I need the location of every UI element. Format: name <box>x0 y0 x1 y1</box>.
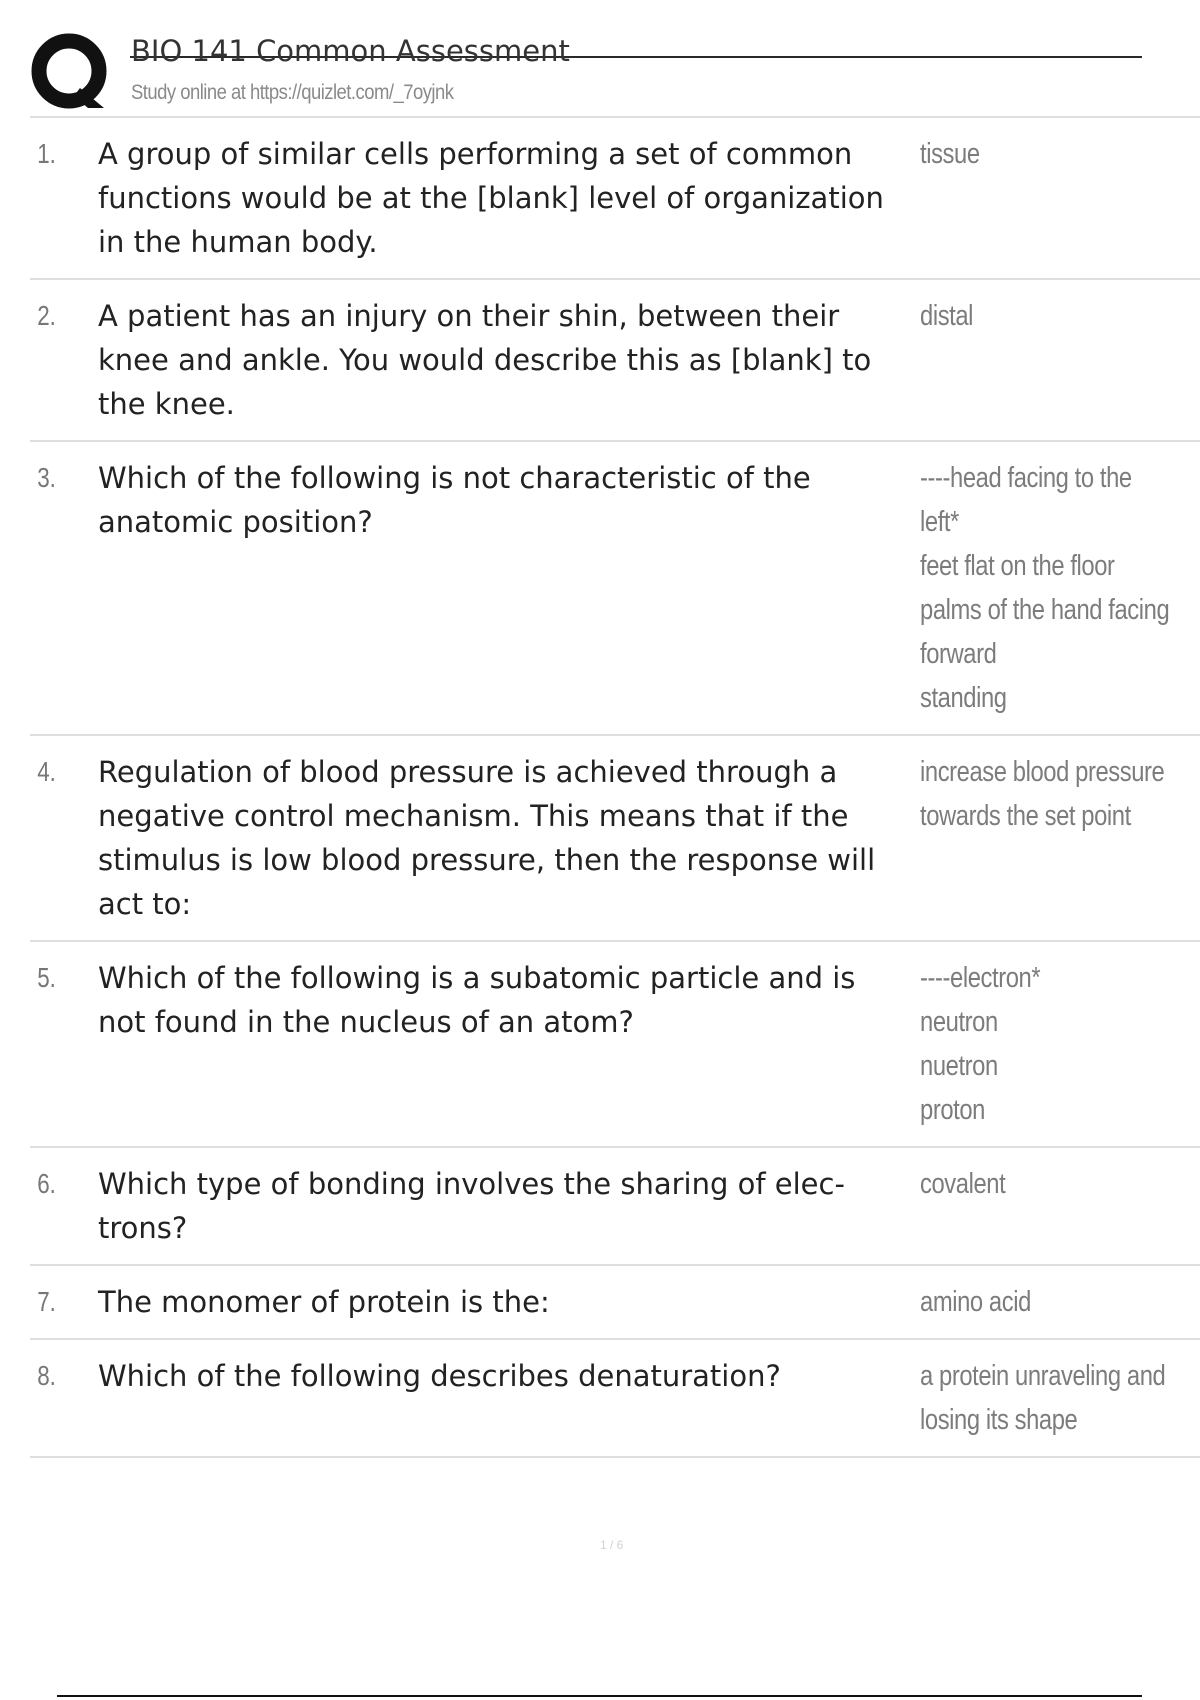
definition-line: feet flat on the floor <box>920 550 1115 582</box>
definition-line: a protein unraveling and <box>920 1360 1166 1392</box>
definition-line: neutron <box>920 1006 998 1038</box>
card-definition <box>920 132 1200 264</box>
card-definition <box>920 294 1200 426</box>
definition-line: standing <box>920 682 1007 714</box>
card-term: Which type of bonding involves the sharing of elec- trons? <box>98 1167 845 1245</box>
definition-line: towards the set point <box>920 800 1131 832</box>
definition-line: ----electron* <box>920 962 1041 994</box>
flashcard-row <box>30 1266 1200 1340</box>
card-definition <box>920 1280 1200 1324</box>
card-term: The monomer of protein is the: <box>98 1285 550 1319</box>
definition-line: left* <box>920 506 959 538</box>
bottom-divider <box>57 1695 1142 1697</box>
definition-line: increase blood pressure <box>920 756 1165 788</box>
card-term: Which of the following is a subatomic particle and is not found in the nucleus of an atom? <box>98 961 856 1039</box>
definition-line: distal <box>920 300 974 332</box>
definition-line: ----head facing to the <box>920 462 1132 494</box>
flashcard-row <box>30 942 1200 1148</box>
card-definition <box>920 1354 1200 1442</box>
definition-line: covalent <box>920 1168 1006 1200</box>
definition-line: forward <box>920 638 997 670</box>
flashcard-row <box>30 118 1200 280</box>
definition-line: nuetron <box>920 1050 998 1082</box>
card-term: Regulation of blood pressure is achieved through a negative control mechanism. This means that if the stimulus is low blood pressure, then the response will act to: <box>98 755 876 921</box>
card-number: 4. <box>37 756 56 787</box>
card-number: 1. <box>37 138 56 169</box>
flashcard-list <box>30 118 1200 1458</box>
card-number: 6. <box>37 1168 56 1199</box>
flashcard-row <box>30 736 1200 942</box>
card-term: Which of the following is not characteristic of the anatomic position? <box>98 461 811 539</box>
card-term: A group of similar cells performing a set of common functions would be at the [blank] level of organization in the human body. <box>98 137 884 259</box>
definition-line: amino acid <box>920 1286 1031 1318</box>
card-term: Which of the following describes denaturation? <box>98 1359 781 1393</box>
definition-line: tissue <box>920 138 980 170</box>
card-definition <box>920 750 1200 926</box>
page-number: 1 / 6 <box>600 1538 624 1552</box>
card-definition <box>920 956 1200 1132</box>
definition-line: palms of the hand facing <box>920 594 1170 626</box>
flashcard-row <box>30 1340 1200 1458</box>
card-term: A patient has an injury on their shin, between their knee and ankle. You would describe this as [blank] to the knee. <box>98 299 872 421</box>
card-definition <box>920 1162 1200 1250</box>
study-online-link[interactable]: Study online at https://quizlet.com/_7oyjnk <box>131 81 454 104</box>
document-title: BIO 141 Common Assessment <box>131 34 570 68</box>
card-definition <box>920 456 1200 720</box>
card-number: 2. <box>37 300 56 331</box>
flashcard-row <box>30 442 1200 736</box>
definition-line: proton <box>920 1094 985 1126</box>
quizlet-logo-icon <box>30 32 112 114</box>
card-number: 3. <box>37 462 56 493</box>
card-number: 5. <box>37 962 56 993</box>
flashcard-row <box>30 1148 1200 1266</box>
card-number: 8. <box>37 1360 56 1391</box>
card-number: 7. <box>37 1286 56 1317</box>
flashcard-row <box>30 280 1200 442</box>
definition-line: losing its shape <box>920 1404 1078 1436</box>
